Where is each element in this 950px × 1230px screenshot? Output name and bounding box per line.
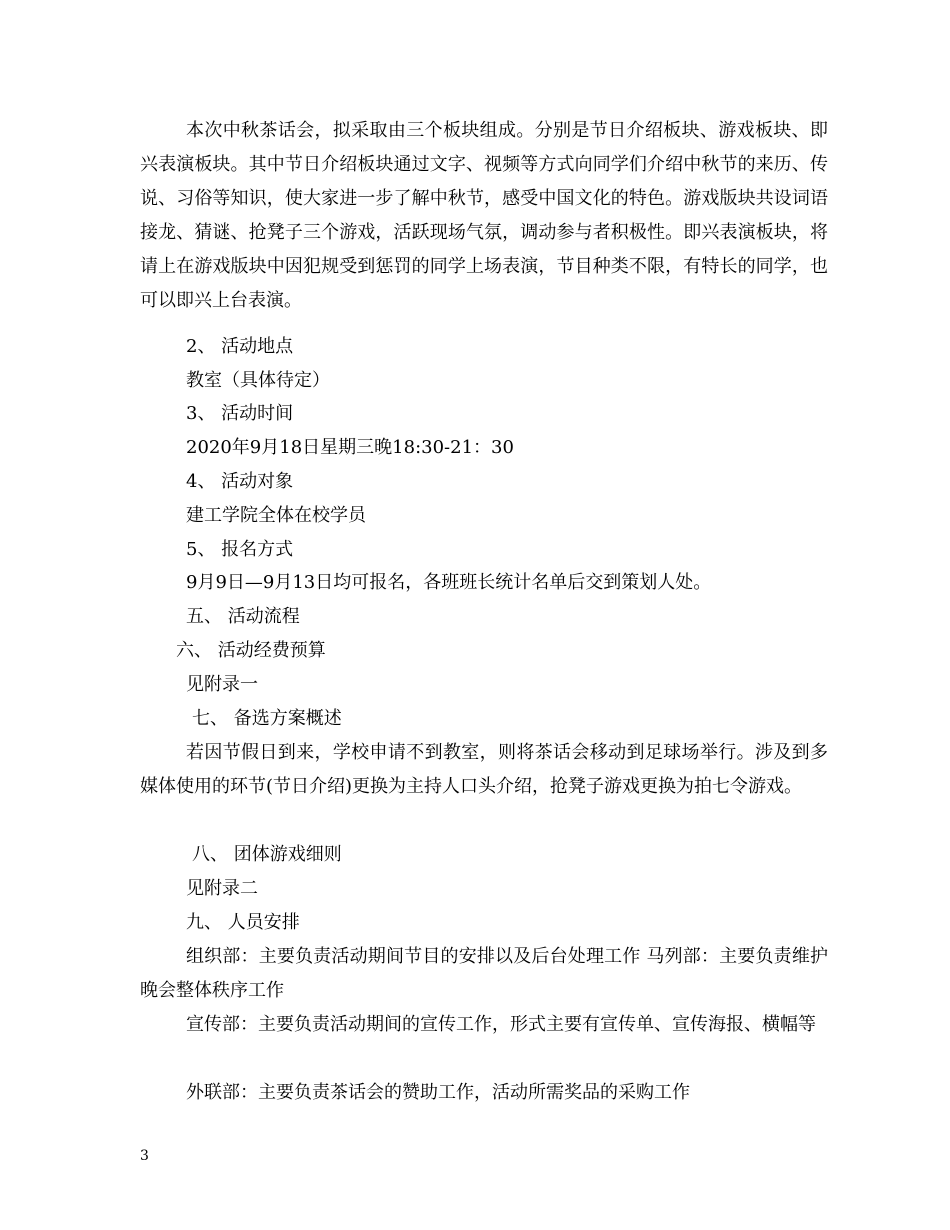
time-heading: 3、 活动时间 (186, 403, 294, 424)
alternative-paragraph: 若因节假日到来，学校申请不到教室，则将茶话会移动到足球场举行。涉及到多媒体使用的环节(节日介绍)更换为主持人口头介绍，抢凳子游戏更换为拍七令游戏。 (140, 742, 828, 797)
page-number: 3 (140, 1148, 149, 1164)
staff-external-paragraph: 外联部：主要负责茶话会的赞助工作，活动所需奖品的采购工作 (186, 1082, 690, 1103)
budget-value: 见附录一 (186, 674, 258, 695)
time-value: 2020年9月18日星期三晚18:30-21：30 (186, 437, 514, 458)
games-heading: 八、 团体游戏细则 (192, 844, 342, 865)
process-heading: 五、 活动流程 (186, 606, 300, 627)
staff-heading: 九、 人员安排 (186, 912, 300, 933)
location-heading: 2、 活动地点 (186, 336, 294, 357)
target-heading: 4、 活动对象 (186, 471, 294, 492)
target-value: 建工学院全体在校学员 (186, 505, 366, 526)
intro-paragraph: 本次中秋茶话会，拟采取由三个板块组成。分别是节日介绍板块、游戏板块、即兴表演板块。其中节日介绍板块通过文字、视频等方式向同学们介绍中秋节的来历、传说、习俗等知识，使大家进一步了解中秋节，感受中国文化的特色。游戏版块共设词语接龙、猜谜、抢凳子三个游戏，活跃现场气氛，调动参与者积极性。即兴表演板块，将请上在游戏版块中因犯规受到惩罚的同学上场表演，节目种类不限，有特长的同学，也可以即兴上台表演。 (140, 120, 828, 311)
signup-value: 9月9日—9月13日均可报名，各班班长统计名单后交到策划人处。 (186, 572, 712, 593)
alternative-heading: 七、 备选方案概述 (192, 708, 342, 729)
signup-heading: 5、 报名方式 (186, 539, 294, 560)
staff-publicity-paragraph: 宣传部：主要负责活动期间的宣传工作，形式主要有宣传单、宣传海报、横幅等 (186, 1014, 816, 1035)
location-value: 教室（具体待定） (186, 370, 330, 391)
staff-org-paragraph: 组织部：主要负责活动期间节目的安排以及后台处理工作 马列部：主要负责维护晚会整体秩序工作 (140, 946, 828, 1001)
games-value: 见附录二 (186, 878, 258, 899)
budget-heading: 六、 活动经费预算 (176, 640, 326, 661)
